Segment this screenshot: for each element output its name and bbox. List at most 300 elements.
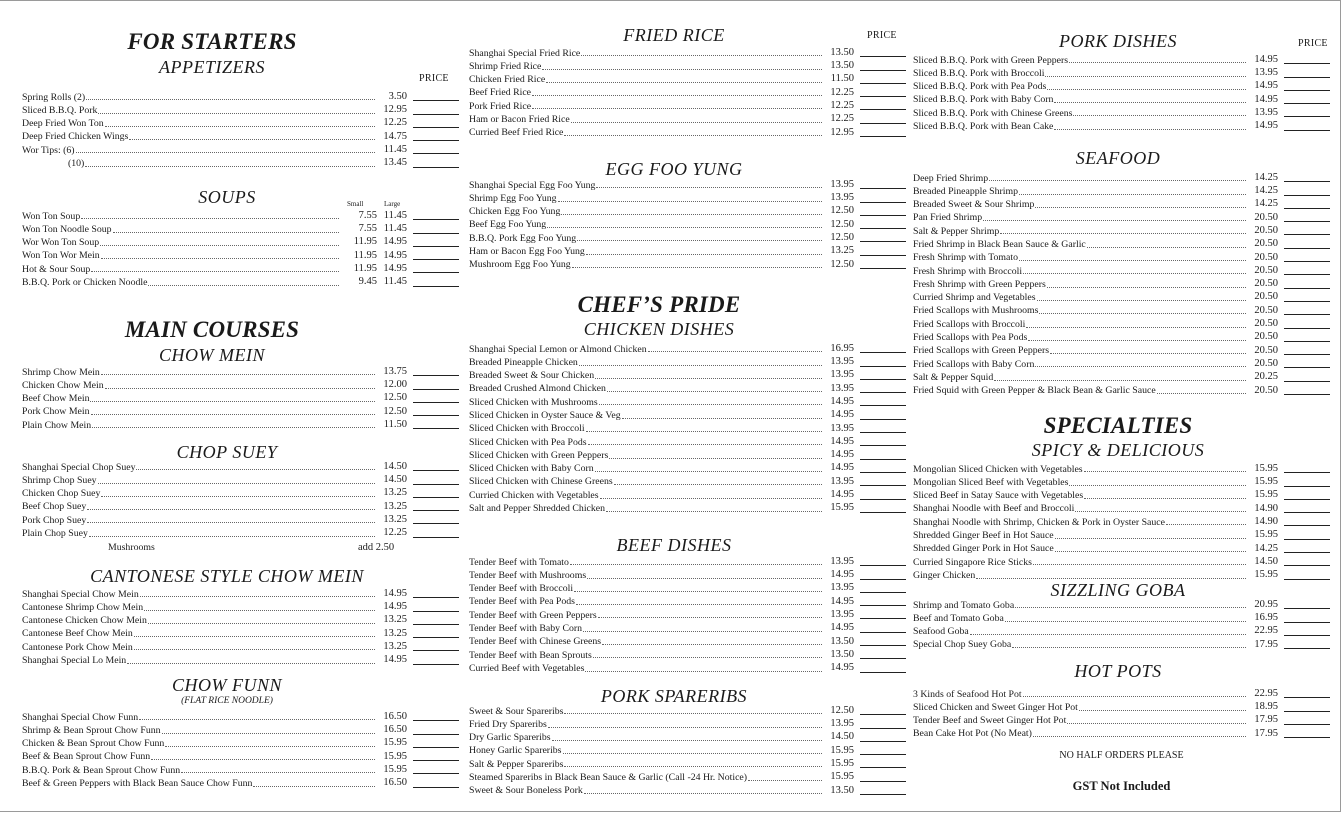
menu-item-price: 13.50 [830, 784, 854, 796]
leader-dots [1005, 621, 1246, 622]
menu-item-name: Sliced Chicken with Baby Corn [469, 463, 594, 475]
menu-item-price: 11.50 [383, 418, 407, 430]
order-quantity-line [1284, 724, 1330, 725]
leader-dots [1026, 327, 1246, 328]
menu-item [22, 155, 459, 168]
order-quantity-line [860, 379, 906, 380]
order-quantity-line [413, 114, 459, 115]
menu-item-name: Shanghai Special Fried Rice [469, 47, 581, 59]
menu-item-name: Pork Chow Mein [22, 406, 90, 418]
menu-item-price: 14.95 [1254, 80, 1278, 92]
menu-item [913, 514, 1330, 527]
menu-item-price: 13.95 [830, 475, 854, 487]
menu-item [469, 421, 906, 434]
menu-item-name: B.B.Q. Pork Egg Foo Yung [469, 232, 577, 244]
order-quantity-line [860, 70, 906, 71]
goba-list [913, 597, 1330, 650]
leader-dots [134, 649, 375, 650]
order-quantity-line [413, 375, 459, 376]
menu-item [22, 129, 459, 142]
menu-item-price: 15.95 [1254, 462, 1278, 474]
menu-item [22, 775, 459, 788]
order-quantity-line [860, 352, 906, 353]
menu-item [469, 447, 906, 460]
menu-item [913, 597, 1330, 610]
menu-item-price: 13.50 [830, 648, 854, 660]
order-quantity-line [1284, 367, 1330, 368]
menu-item-name: Shanghai Special Chow Funn [22, 711, 139, 723]
menu-item [469, 554, 906, 567]
menu-item-price: 15.95 [1254, 476, 1278, 488]
order-quantity-line [1284, 697, 1330, 698]
menu-item-price: 13.95 [830, 718, 854, 730]
order-quantity-line [1284, 288, 1330, 289]
menu-item [22, 391, 459, 404]
menu-item-name: Wor Won Ton Soup [22, 237, 100, 249]
order-quantity-line [860, 714, 906, 715]
menu-item-name: Beef Chop Suey [22, 501, 87, 513]
menu-item-price: 15.95 [1254, 569, 1278, 581]
order-quantity-line [1284, 565, 1330, 566]
menu-item [469, 72, 906, 85]
menu-item-price-small: 11.95 [353, 236, 377, 248]
menu-item-price: 14.95 [830, 622, 854, 634]
menu-item [22, 525, 459, 538]
menu-item-name: Tender Beef with Broccoli [469, 583, 574, 595]
menu-item-name: Fresh Shrimp with Broccoli [913, 265, 1023, 277]
leader-dots [1079, 710, 1246, 711]
menu-item-name: Shredded Ginger Beef in Hot Sauce [913, 529, 1054, 541]
leader-dots [165, 746, 375, 747]
sizzling-goba-heading: SIZZLING GOBA [1050, 580, 1186, 600]
order-quantity-line [860, 215, 906, 216]
menu-item [913, 316, 1330, 329]
menu-item [913, 276, 1330, 289]
menu-item [913, 488, 1330, 501]
order-quantity-line [1284, 394, 1330, 395]
menu-item [913, 303, 1330, 316]
menu-item-price: 17.95 [1254, 638, 1278, 650]
pork-dishes-heading: PORK DISHES [1059, 31, 1177, 51]
leader-dots [1054, 129, 1246, 130]
order-quantity-line [413, 246, 459, 247]
order-quantity-line [413, 415, 459, 416]
order-quantity-line [860, 188, 906, 189]
order-quantity-line [413, 720, 459, 721]
leader-dots [598, 617, 822, 618]
menu-item-name: Curried Shrimp and Vegetables [913, 292, 1036, 304]
menu-item-name: Curried Chicken with Vegetables [469, 489, 599, 501]
leader-dots [1012, 647, 1246, 648]
menu-item-name: Honey Garlic Spareribs [469, 745, 562, 757]
soups-list [22, 208, 459, 288]
order-quantity-line [413, 140, 459, 141]
order-quantity-line [413, 428, 459, 429]
price-header: PRICE [419, 73, 449, 84]
order-quantity-line [860, 741, 906, 742]
leader-dots [570, 564, 822, 565]
order-quantity-line [860, 672, 906, 673]
menu-item-name: Fried Squid with Green Pepper & Black Bean & Garlic Sauce [913, 385, 1156, 397]
menu-item [22, 762, 459, 775]
menu-item-name: Cantonese Shrimp Chow Mein [22, 601, 144, 613]
order-quantity-line [1284, 77, 1330, 78]
menu-item-name: Chicken Chop Suey [22, 488, 101, 500]
large-label: Large [384, 200, 401, 208]
gst-note: GST Not Included [1072, 779, 1171, 793]
menu-item-name: Steamed Spareribs in Black Bean Sauce & Garlic (Call -24 Hr. Notice) [469, 771, 748, 783]
menu-item [22, 652, 459, 665]
order-quantity-line [860, 767, 906, 768]
menu-item [22, 235, 459, 248]
menu-item-price: 11.50 [830, 73, 854, 85]
leader-dots [101, 496, 375, 497]
leader-dots [552, 740, 822, 741]
leader-dots [579, 365, 822, 366]
menu-item-name: Chicken Egg Foo Yung [469, 206, 561, 218]
menu-item [22, 221, 459, 234]
leader-dots [586, 254, 822, 255]
menu-item-price-small: 11.95 [353, 249, 377, 261]
leader-dots [87, 522, 375, 523]
order-quantity-line [1284, 274, 1330, 275]
menu-item-name: Ginger Chicken [913, 569, 976, 581]
order-quantity-line [1284, 116, 1330, 117]
menu-item-name: Special Chop Suey Goba [913, 639, 1012, 651]
leader-dots [584, 793, 822, 794]
menu-item-name: Breaded Pineapple Shrimp [913, 185, 1019, 197]
leader-dots [648, 351, 822, 352]
price-header: PRICE [867, 30, 897, 41]
menu-item [913, 637, 1330, 650]
menu-item-name: Won Ton Soup [22, 210, 81, 222]
menu-item-name: Tender Beef with Mushrooms [469, 569, 587, 581]
order-quantity-line [413, 734, 459, 735]
menu-item [22, 486, 459, 499]
leader-dots [976, 578, 1246, 579]
chicken-dishes-heading: CHICKEN DISHES [583, 319, 735, 339]
menu-item [469, 434, 906, 447]
menu-item-name: Beef & Bean Sprout Chow Funn [22, 751, 151, 763]
menu-item [469, 703, 906, 716]
order-quantity-line [860, 83, 906, 84]
order-quantity-line [860, 445, 906, 446]
menu-item [913, 236, 1330, 249]
leader-dots [1067, 723, 1246, 724]
menu-item [913, 461, 1330, 474]
leader-dots [81, 218, 339, 219]
menu-item-price: 12.25 [830, 99, 854, 111]
menu-item [469, 341, 906, 354]
menu-item-name: Fresh Shrimp with Tomato [913, 252, 1018, 264]
menu-item-price: 14.95 [830, 662, 854, 674]
order-quantity-line [1284, 608, 1330, 609]
leader-dots [1055, 551, 1246, 552]
leader-dots [101, 374, 375, 375]
chow-funn-heading: CHOW FUNN [171, 675, 282, 695]
leader-dots [1047, 89, 1246, 90]
menu-item [913, 369, 1330, 382]
order-quantity-line [1284, 354, 1330, 355]
order-quantity-line [860, 405, 906, 406]
menu-item-name: Tender Beef with Chinese Greens [469, 636, 602, 648]
menu-item-name: Shrimp Egg Foo Yung [469, 192, 557, 204]
order-quantity-line [1284, 208, 1330, 209]
leader-dots [599, 404, 822, 405]
leader-dots [87, 509, 375, 510]
leader-dots [1045, 76, 1246, 77]
menu-item-name: Sliced B.B.Q. Pork [22, 104, 98, 116]
menu-item-name: Sliced Chicken in Oyster Sauce & Veg [469, 409, 621, 421]
menu-item [469, 660, 906, 673]
menu-item-name: Mushroom Egg Foo Yung [469, 259, 571, 271]
menu-item-price: 13.25 [383, 513, 407, 525]
menu-item-name: Dry Garlic Spareribs [469, 732, 551, 744]
menu-item-name: Salt & Pepper Squid [913, 371, 994, 383]
menu-item [913, 474, 1330, 487]
order-quantity-line [1284, 525, 1330, 526]
leader-dots [564, 766, 822, 767]
order-quantity-line [1284, 90, 1330, 91]
leader-dots [586, 431, 822, 432]
menu-item [913, 290, 1330, 303]
menu-item [22, 626, 459, 639]
leader-dots [1028, 340, 1246, 341]
menu-item [469, 474, 906, 487]
menu-item-name: Sliced B.B.Q. Pork with Chinese Greens [913, 107, 1073, 119]
order-quantity-line [413, 272, 459, 273]
leader-dots [614, 484, 822, 485]
menu-item-name: Tender Beef and Sweet Ginger Hot Pot [913, 715, 1067, 727]
menu-item-price: 14.25 [1254, 198, 1278, 210]
menu-item-name: Tender Beef with Tomato [469, 556, 569, 568]
price-header: PRICE [1298, 38, 1328, 49]
menu-item [913, 92, 1330, 105]
order-quantity-line [1284, 301, 1330, 302]
menu-item-price: 12.95 [830, 126, 854, 138]
order-quantity-line [1284, 635, 1330, 636]
menu-item-name: Spring Rolls (2) [22, 91, 86, 103]
menu-item-name: Shanghai Special Chop Suey [22, 461, 136, 473]
menu-item [22, 749, 459, 762]
menu-item-name: Shanghai Special Lemon or Almond Chicken [469, 343, 647, 355]
leader-dots [1055, 538, 1246, 539]
leader-dots [1019, 260, 1246, 261]
order-quantity-line [860, 632, 906, 633]
order-quantity-line [413, 510, 459, 511]
menu-item-name: Sliced B.B.Q. Pork with Pea Pods [913, 81, 1047, 93]
mushrooms-addon: Mushrooms [108, 542, 155, 553]
order-quantity-line [413, 497, 459, 498]
leader-dots [983, 220, 1246, 221]
leader-dots [1069, 62, 1246, 63]
leader-dots [574, 591, 822, 592]
order-quantity-line [1284, 539, 1330, 540]
menu-item-name: Sliced Chicken with Pea Pods [469, 436, 587, 448]
leader-dots [989, 180, 1246, 181]
menu-item-price: 14.95 [383, 654, 407, 666]
menu-item-name: Hot & Sour Soup [22, 263, 91, 275]
leader-dots [622, 418, 822, 419]
menu-item-price: 14.95 [830, 409, 854, 421]
order-quantity-line [860, 592, 906, 593]
menu-item-name: Pork Chop Suey [22, 514, 87, 526]
leader-dots [563, 753, 823, 754]
fried-rice-heading: FRIED RICE [623, 25, 725, 45]
leader-dots [76, 152, 375, 153]
menu-item-price: 17.95 [1254, 714, 1278, 726]
order-quantity-line [413, 624, 459, 625]
leader-dots [585, 671, 822, 672]
leader-dots [548, 727, 822, 728]
menu-item-price-small: 7.55 [358, 223, 377, 235]
menu-item-price: 20.50 [1254, 211, 1278, 223]
menu-item-price: 13.50 [830, 635, 854, 647]
menu-item-price: 20.50 [1254, 291, 1278, 303]
order-quantity-line [413, 470, 459, 471]
leader-dots [532, 95, 822, 96]
order-quantity-line [1284, 486, 1330, 487]
menu-item-name: Fried Shrimp in Black Bean Sauce & Garlic [913, 238, 1086, 250]
menu-item-name: Seafood Goba [913, 626, 969, 638]
order-quantity-line [860, 658, 906, 659]
menu-item-name: Fried Scallops with Green Peppers [913, 345, 1050, 357]
menu-item [913, 686, 1330, 699]
menu-item [469, 407, 906, 420]
menu-item [22, 722, 459, 735]
menu-item [469, 381, 906, 394]
menu-item-price: 13.45 [383, 157, 407, 169]
order-quantity-line [1284, 622, 1330, 623]
order-quantity-line [1284, 195, 1330, 196]
leader-dots [140, 596, 375, 597]
order-quantity-line [1284, 181, 1330, 182]
leader-dots [994, 380, 1246, 381]
leader-dots [571, 122, 822, 123]
order-quantity-line [860, 202, 906, 203]
leader-dots [148, 285, 339, 286]
menu-item-name: Shanghai Special Egg Foo Yung [469, 179, 596, 191]
menu-item-price: 14.50 [383, 474, 407, 486]
order-quantity-line [860, 579, 906, 580]
menu-item [913, 330, 1330, 343]
menu-item-price: 15.95 [830, 502, 854, 514]
leader-dots [576, 604, 822, 605]
chicken-dishes-list [469, 341, 906, 514]
leader-dots [1000, 233, 1246, 234]
menu-item-name: Mongolian Sliced Beef with Vegetables [913, 476, 1069, 488]
menu-item-price: 12.50 [830, 218, 854, 230]
menu-item-price: 12.50 [383, 392, 407, 404]
menu-item-price: 20.50 [1254, 304, 1278, 316]
menu-item-name: Sliced B.B.Q. Pork with Baby Corn [913, 94, 1054, 106]
menu-item-price: 14.95 [1254, 93, 1278, 105]
hot-pots-heading: HOT POTS [1074, 661, 1162, 681]
menu-item-price: 14.50 [383, 460, 407, 472]
leader-dots [91, 271, 339, 272]
leader-dots [532, 108, 822, 109]
menu-item [913, 263, 1330, 276]
menu-item [22, 364, 459, 377]
menu-item-price: 13.95 [830, 582, 854, 594]
menu-item [22, 142, 459, 155]
menu-item-price: 13.25 [383, 500, 407, 512]
menu-item-name: Shanghai Noodle with Beef and Broccoli [913, 503, 1075, 515]
appetizers-heading: APPETIZERS [159, 57, 265, 77]
menu-item-price: 12.25 [830, 113, 854, 125]
menu-item [469, 607, 906, 620]
menu-item-name: Sliced B.B.Q. Pork with Green Peppers [913, 54, 1069, 66]
order-quantity-line [413, 127, 459, 128]
no-half-orders-note: NO HALF ORDERS PLEASE [1059, 750, 1184, 761]
order-quantity-line [860, 419, 906, 420]
menu-item-name: Deep Fried Won Ton [22, 118, 104, 130]
order-quantity-line [1284, 711, 1330, 712]
menu-item-price: 14.95 [383, 587, 407, 599]
menu-item-name: Shanghai Special Lo Mein [22, 654, 127, 666]
leader-dots [91, 414, 376, 415]
menu-item [913, 210, 1330, 223]
menu-item-name: B.B.Q. Pork & Bean Sprout Chow Funn [22, 764, 181, 776]
leader-dots [1069, 485, 1246, 486]
menu-item [469, 230, 906, 243]
menu-item-price: 14.75 [383, 130, 407, 142]
menu-item [22, 472, 459, 485]
menu-item-name: Pork Fried Rice [469, 100, 532, 112]
leader-dots [1019, 194, 1246, 195]
menu-item [22, 261, 459, 274]
leader-dots [1087, 247, 1246, 248]
order-quantity-line [1284, 552, 1330, 553]
fried-rice-list [469, 45, 906, 138]
menu-item-price: 15.95 [830, 757, 854, 769]
menu-item [469, 634, 906, 647]
menu-item [22, 274, 459, 287]
menu-item-name: Beef Egg Foo Yung [469, 219, 547, 231]
menu-item [469, 111, 906, 124]
leader-dots [89, 536, 375, 537]
menu-item-price-large: 14.95 [383, 262, 407, 274]
cantonese-list [22, 586, 459, 666]
menu-item-name: B.B.Q. Pork or Chicken Noodle [22, 276, 148, 288]
order-quantity-line [1284, 261, 1330, 262]
menu-item-price: 13.25 [383, 614, 407, 626]
menu-item [469, 756, 906, 769]
menu-item-name: Shrimp Chop Suey [22, 474, 97, 486]
menu-item-price-small: 9.45 [358, 276, 377, 288]
menu-item-name: Cantonese Pork Chow Mein [22, 641, 133, 653]
menu-item-name: Ham or Bacon Egg Foo Yung [469, 245, 585, 257]
specialties-heading: SPECIALTIES [1043, 413, 1193, 438]
menu-item-price: 14.95 [383, 601, 407, 613]
menu-item [469, 354, 906, 367]
appetizers-list [22, 89, 459, 169]
menu-item [913, 610, 1330, 623]
menu-item-name: Beef Fried Rice [469, 87, 532, 99]
menu-item-name: Tender Beef with Pea Pods [469, 596, 575, 608]
menu-item-name: Sliced Chicken with Chinese Greens [469, 476, 613, 488]
menu-item-price: 13.50 [830, 46, 854, 58]
menu-item-price: 16.50 [383, 777, 407, 789]
order-quantity-line [860, 794, 906, 795]
order-quantity-line [860, 366, 906, 367]
menu-item [913, 105, 1330, 118]
menu-item [22, 736, 459, 749]
leader-dots [607, 391, 822, 392]
leader-dots [1075, 511, 1246, 512]
menu-item-name: Chicken & Bean Sprout Chow Funn [22, 738, 165, 750]
order-quantity-line [1284, 234, 1330, 235]
